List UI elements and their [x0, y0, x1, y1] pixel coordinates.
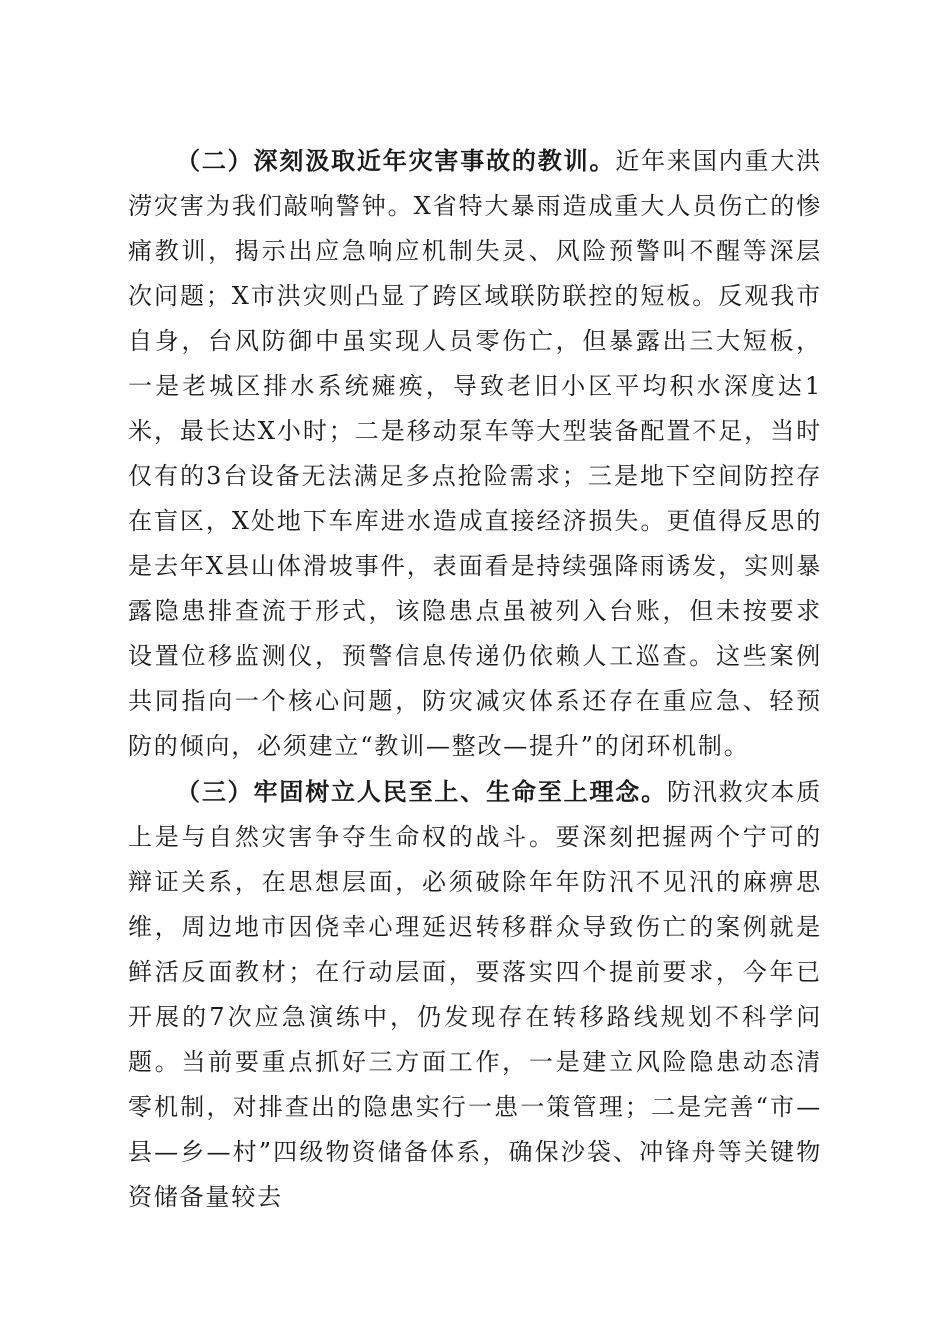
paragraph-people-first	[128, 769, 822, 1220]
paragraph-lessons	[128, 138, 822, 769]
paragraph-heading-people-first: （三）牢固树立人民至上、生命至上理念。	[176, 777, 667, 806]
paragraph-text-lessons: 近年来国内重大洪涝灾害为我们敲响警钟。X省特大暴雨造成重大人员伤亡的惨痛教训，揭示出应急响应机制失灵、风险预警叫不醒等深层次问题；X市洪灾则凸显了跨区域联防联控的短板。反观我市自身，台风防御中虽实现人员零伤亡，但暴露出三大短板，一是老城区排水系统瘫痪，导致老旧小区平均积水深度达1米，最长达X小时；二是移动泵车等大型装备配置不足，当时仅有的3台设备无法满足多点抢险需求；三是地下空间防控存在盲区，X处地下车库进水造成直接经济损失。更值得反思的是去年X县山体滑坡事件，表面看是持续强降雨诱发，实则暴露隐患排查流于形式，该隐患点虽被列入台账，但未按要求设置位移监测仪，预警信息传递仍依赖人工巡查。这些案例共同指向一个核心问题，防灾减灾体系还存在重应急、轻预防的倾向，必须建立“教训—整改—提升”的闭环机制。	[128, 147, 822, 760]
paragraph-text-people-first: 防汛救灾本质上是与自然灾害争夺生命权的战斗。要深刻把握两个宁可的辩证关系，在思想层面，必须破除年年防汛不见汛的麻痹思维，周边地市因侥幸心理延迟转移群众导致伤亡的案例就是鲜活反面教材；在行动层面，要落实四个提前要求，今年已开展的7次应急演练中，仍发现存在转移路线规划不科学问题。当前要重点抓好三方面工作，一是建立风险隐患动态清零机制，对排查出的隐患实行一患一策管理；二是完善“市—县—乡—村”四级物资储备体系，确保沙袋、冲锋舟等关键物资储备量较去	[128, 778, 822, 1211]
paragraph-heading-lessons: （二）深刻汲取近年灾害事故的教训。	[176, 146, 616, 175]
document-body	[128, 138, 822, 1220]
